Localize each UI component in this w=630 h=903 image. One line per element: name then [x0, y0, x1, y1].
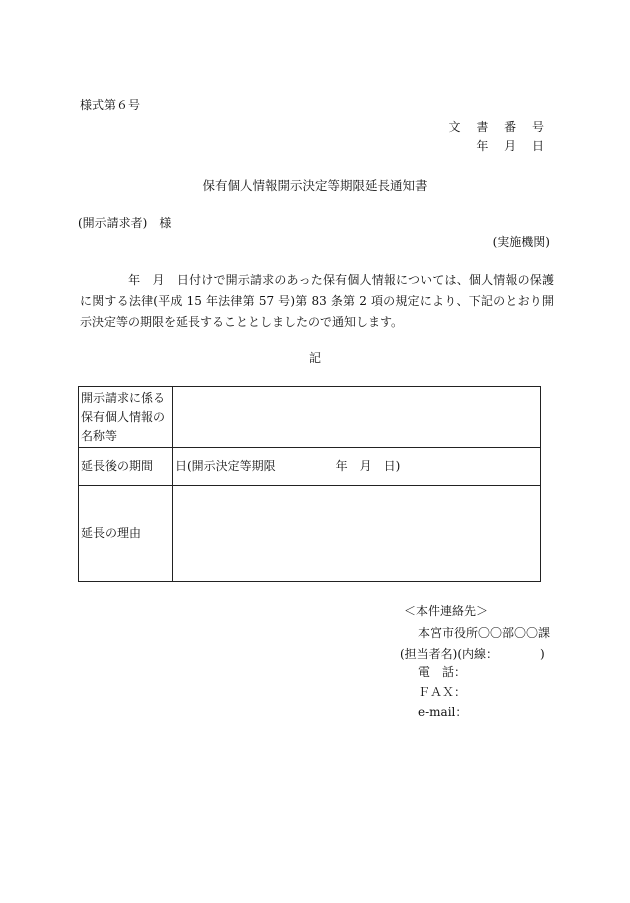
- page-title: 保有個人情報開示決定等期限延長通知書: [202, 178, 428, 193]
- table-row: [79, 448, 541, 486]
- contact-email: e-mail：: [418, 705, 468, 719]
- requester-addressee: (開示請求者) 様: [78, 216, 172, 230]
- details-table: [78, 386, 541, 582]
- table-row: [79, 486, 541, 582]
- table-label-cell: 開示請求に係る保有個人情報の名称等: [79, 387, 173, 448]
- body-text: 年 月 日付けで開示請求のあった保有個人情報については、個人情報の保護に関する法律(平成 15 年法律第 57 号)第 83 条第 2 項の規定により、下記のとおり開示決定等の期限を延長することとしましたので通知します。: [80, 273, 554, 329]
- table-label-cell: 延長の理由: [79, 486, 173, 582]
- contact-office: 本宮市役所〇〇部〇〇課: [418, 626, 551, 640]
- table-value-cell: 日(開示決定等期限 年 月 日): [173, 448, 541, 486]
- body-paragraph: [80, 270, 554, 333]
- ki-heading: 記: [308, 351, 321, 365]
- document-number-label: 文 書 番 号: [448, 120, 550, 134]
- issuing-agency: (実施機関): [492, 235, 550, 249]
- contact-phone: 電 話：: [418, 665, 467, 679]
- form-number: 様式第６号: [80, 98, 141, 112]
- table-value-cell: [173, 486, 541, 582]
- contact-fax: ＦＡＸ：: [418, 685, 467, 699]
- contact-person: (担当者名)(内線： ): [400, 647, 545, 661]
- table-label-cell: 延長後の期間: [79, 448, 173, 486]
- table-row: [79, 387, 541, 448]
- document-date-label: 年 月 日: [476, 139, 550, 153]
- table-value-cell: [173, 387, 541, 448]
- contact-header: ＜本件連絡先＞: [404, 604, 489, 618]
